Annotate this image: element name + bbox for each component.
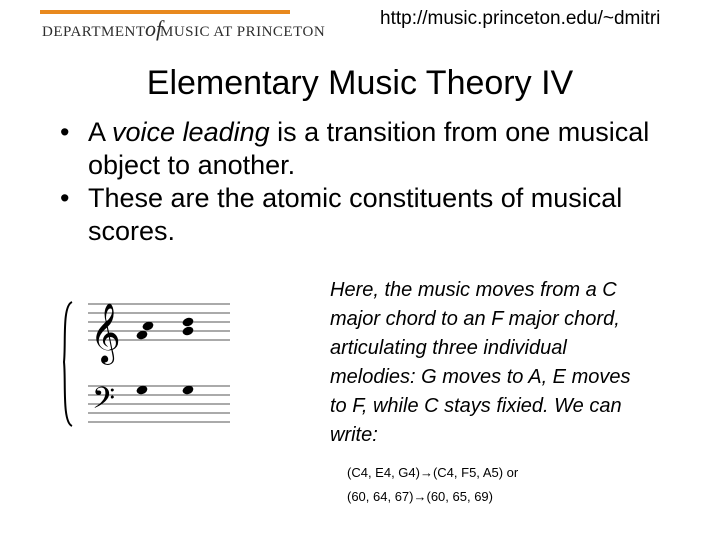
bullet-marker: •	[60, 117, 70, 147]
tuple-midi-b: (60, 65, 69)	[426, 489, 493, 504]
bullet-2-text: These are the atomic constituents of musical scores.	[88, 183, 623, 246]
logo-text-music: MUSIC AT PRINCETON	[160, 24, 326, 40]
logo-text-of: of	[145, 16, 163, 41]
tuple-line-2	[347, 485, 518, 509]
arrow-icon: →	[413, 489, 427, 504]
bullet-item-2	[60, 182, 680, 248]
grand-staff-icon	[60, 284, 235, 444]
tuple-midi-a: (60, 64, 67)	[347, 489, 414, 504]
bullet-list	[60, 116, 680, 248]
logo-text-department: DEPARTMENT	[42, 24, 146, 40]
bullet-item-1	[60, 116, 680, 182]
note-head	[181, 316, 194, 327]
department-logo[interactable]	[40, 10, 326, 50]
logo-bar	[40, 10, 290, 14]
arrow-icon: →	[419, 465, 433, 480]
treble-clef: 𝄞	[90, 303, 121, 363]
description-text: Here, the music moves from a C major chord to an F major chord, articulating three individual melodies: G moves to A, E moves to F, while C stays fixied. We can write:	[330, 279, 631, 446]
slide-title: Elementary Music Theory IV	[146, 64, 574, 102]
brace	[64, 302, 72, 426]
tuple-pitch-b: (C4, F5, A5) or	[432, 465, 519, 480]
bass-clef: 𝄢	[92, 382, 116, 423]
bullet-1-text-a: A	[88, 117, 113, 147]
tuple-notation	[347, 461, 518, 509]
tuple-line-1	[347, 461, 518, 485]
bullet-marker: •	[60, 183, 70, 213]
bullet-1-text-b: is a transition from one musical object to another.	[88, 117, 650, 180]
header-url[interactable]: http://music.princeton.edu/~dmitri	[380, 8, 661, 29]
note-head	[181, 325, 194, 336]
tuple-pitch-a: (C4, E4, G4)	[347, 465, 420, 480]
bullet-1-emphasis: voice leading	[112, 117, 270, 147]
